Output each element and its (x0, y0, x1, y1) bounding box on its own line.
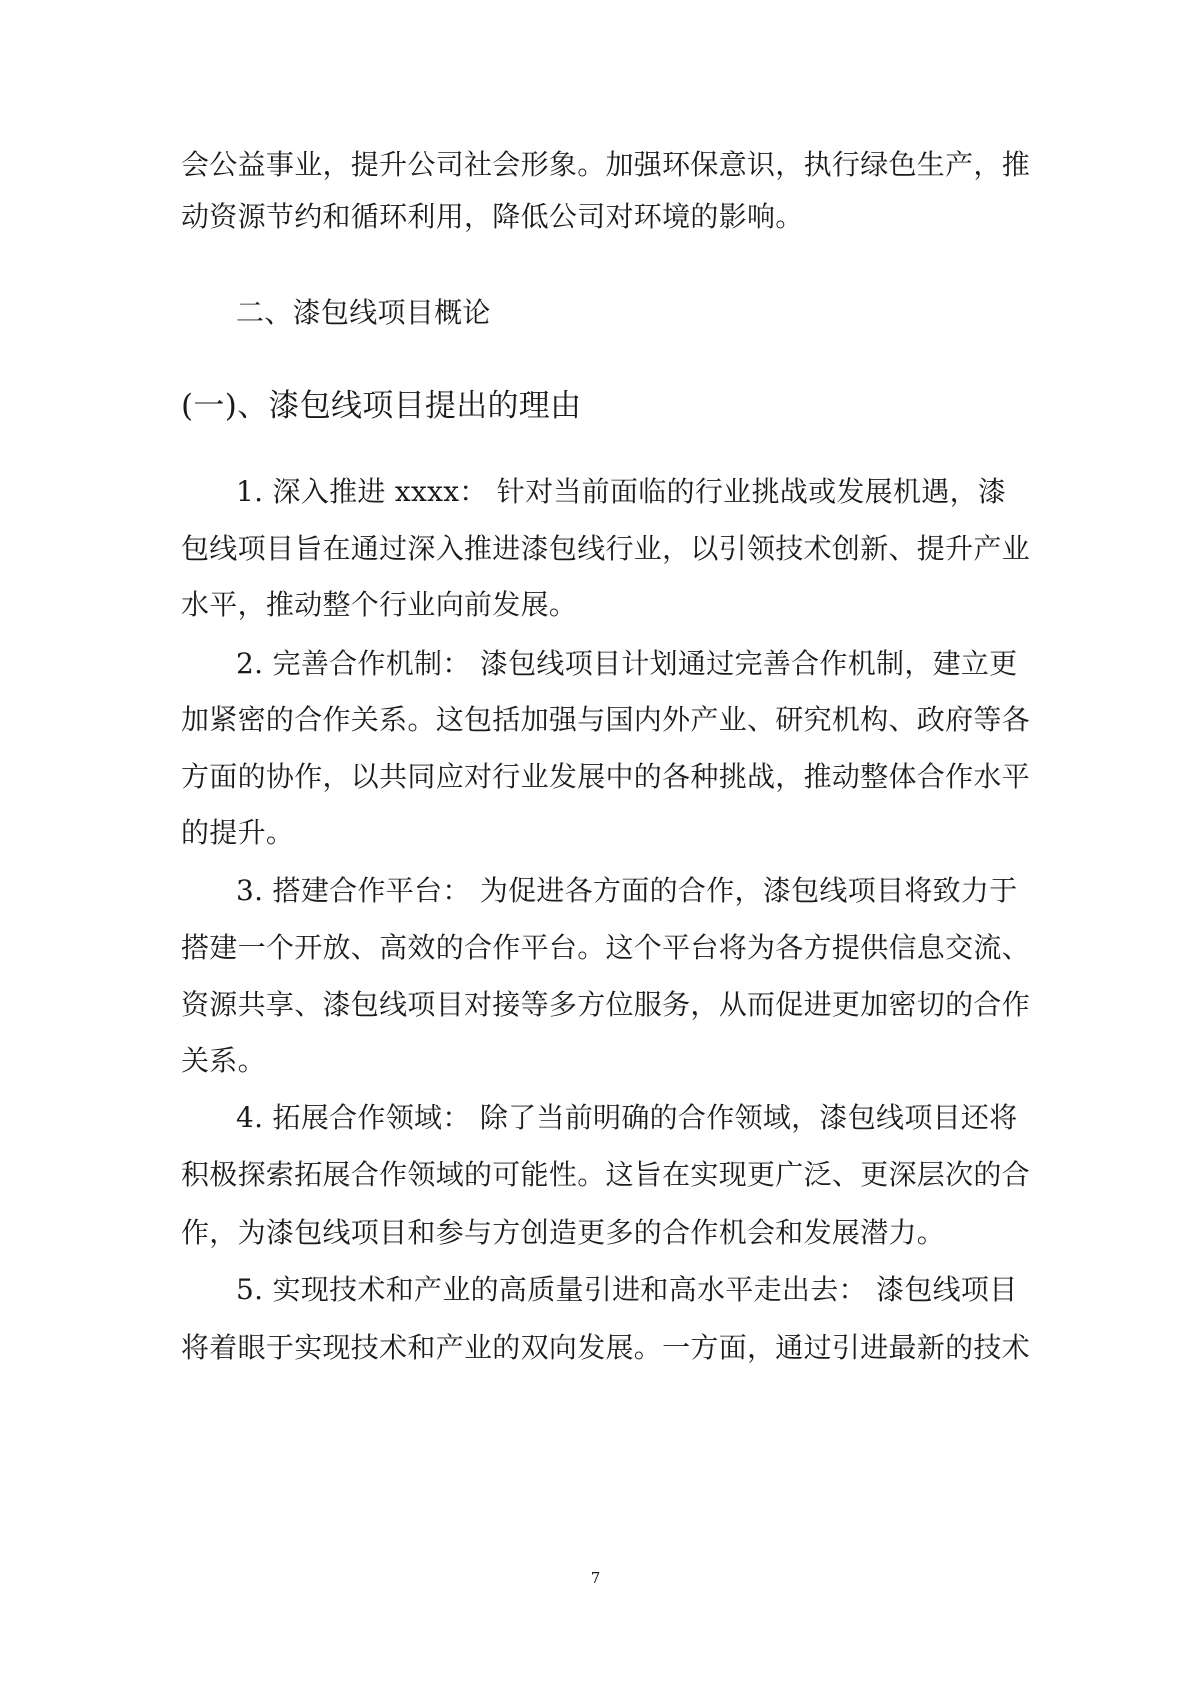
paragraph-line: 资源共享、漆包线项目对接等多方位服务，从而促进更加密切的合作 (181, 988, 1031, 1021)
paragraph-line: 搭建一个开放、高效的合作平台。这个平台将为各方提供信息交流、 (181, 931, 1031, 964)
paragraph-line: 会公益事业，提升公司社会形象。加强环保意识，执行绿色生产，推 (181, 148, 1031, 181)
subsection-heading: (一)、漆包线项目提出的理由 (181, 388, 582, 424)
list-item-line: 2. 完善合作机制： 漆包线项目计划通过完善合作机制，建立更 (236, 647, 1018, 680)
paragraph-line: 水平，推动整个行业向前发展。 (181, 588, 578, 621)
paragraph-line: 动资源节约和循环利用，降低公司对环境的影响。 (181, 200, 804, 233)
paragraph-line: 加紧密的合作关系。这包括加强与国内外产业、研究机构、政府等各 (181, 703, 1031, 736)
list-item-line: 5. 实现技术和产业的高质量引进和高水平走出去： 漆包线项目 (236, 1273, 1018, 1306)
paragraph-line: 包线项目旨在通过深入推进漆包线行业，以引领技术创新、提升产业 (181, 532, 1031, 565)
section-heading: 二、漆包线项目概论 (236, 296, 491, 329)
paragraph-line: 作，为漆包线项目和参与方创造更多的合作机会和发展潜力。 (181, 1216, 946, 1249)
paragraph-line: 将着眼于实现技术和产业的双向发展。一方面，通过引进最新的技术 (181, 1331, 1031, 1364)
page-number: 7 (590, 1569, 601, 1587)
paragraph-line: 的提升。 (181, 816, 295, 849)
list-item-line: 3. 搭建合作平台： 为促进各方面的合作，漆包线项目将致力于 (236, 874, 1018, 907)
list-item-line: 4. 拓展合作领域： 除了当前明确的合作领域，漆包线项目还将 (236, 1101, 1018, 1134)
paragraph-line: 方面的协作，以共同应对行业发展中的各种挑战，推动整体合作水平 (181, 760, 1031, 793)
paragraph-line: 关系。 (181, 1044, 266, 1077)
list-item-line: 1. 深入推进 xxxx： 针对当前面临的行业挑战或发展机遇，漆 (236, 475, 1007, 508)
paragraph-line: 积极探索拓展合作领域的可能性。这旨在实现更广泛、更深层次的合 (181, 1158, 1031, 1191)
